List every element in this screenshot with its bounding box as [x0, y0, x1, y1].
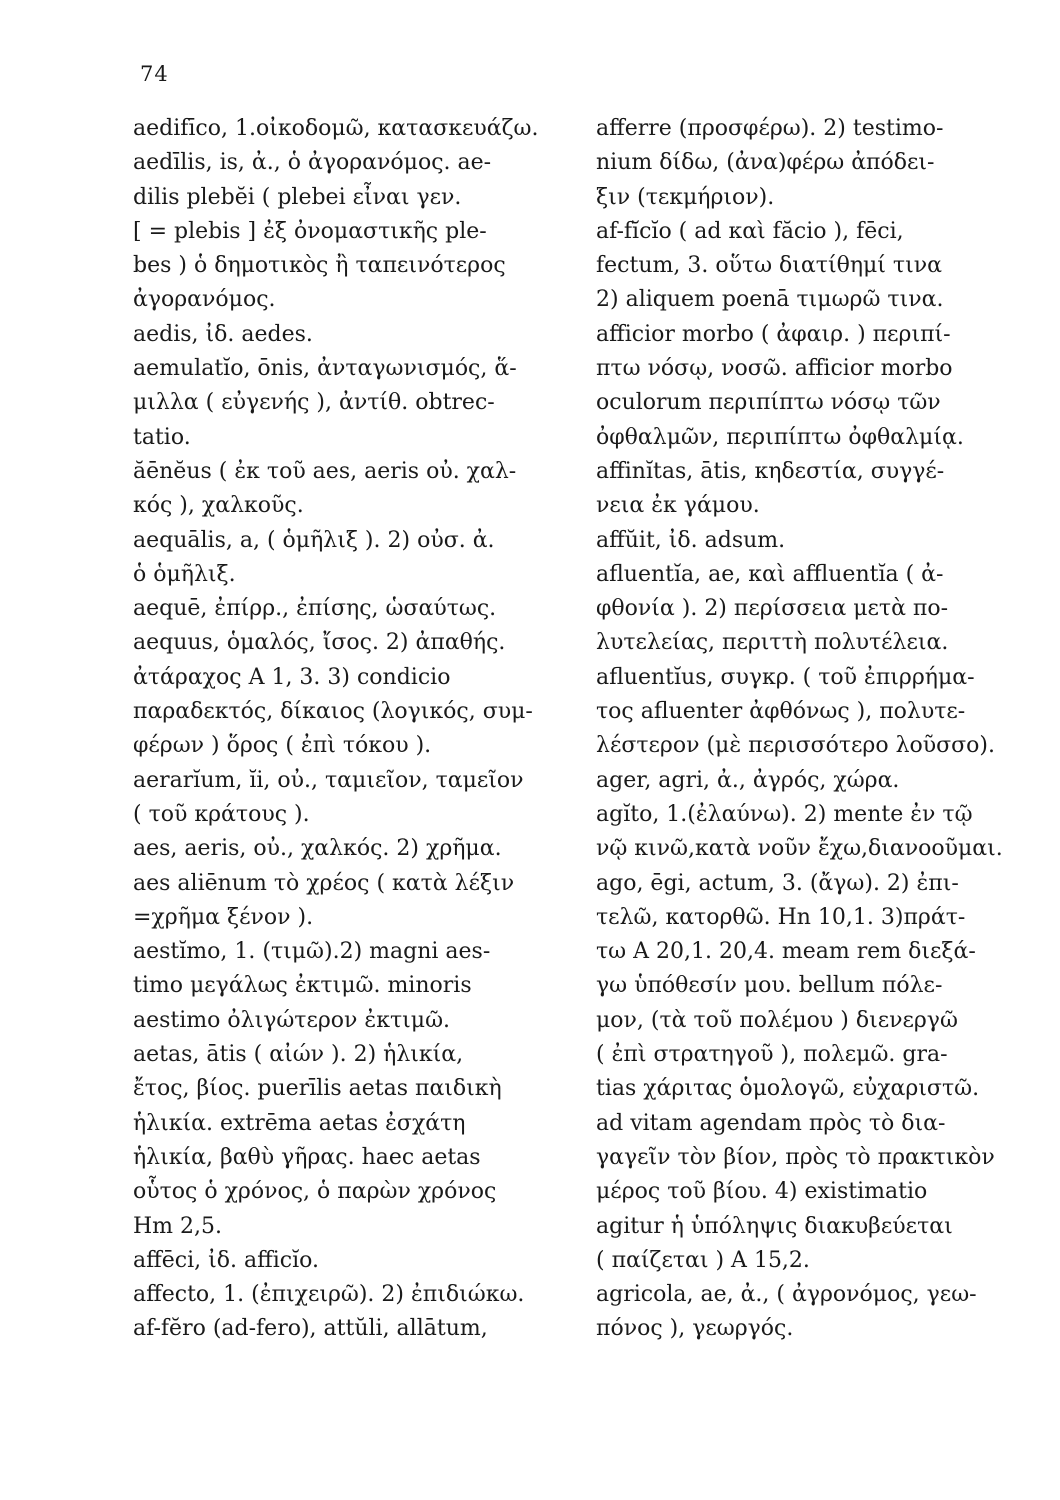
left-line: παραδεκτός, δίκαιος (λογικός, συμ- — [133, 699, 533, 725]
right-line: νῷ κινῶ,κατὰ νοῦν ἔχω,διανοοῦμαι. — [596, 836, 1003, 862]
left-line: ἀγορανόμος. — [133, 287, 276, 313]
right-line: agricola, ae, ἀ., ( ἀγρονόμος, γεω- — [596, 1282, 977, 1308]
right-line: affinĭtas, ātis, κηδεστία, συγγέ- — [596, 458, 945, 484]
right-line: afferre (προσφέρω). 2) testimo- — [596, 116, 944, 141]
left-line: af-fĕro (ad-fero), attŭli, allātum, — [133, 1316, 488, 1342]
right-line: afluentĭa, ae, καὶ affluentĭa ( ἀ- — [596, 561, 944, 587]
left-line: ὁ ὁμῆλιξ. — [133, 561, 236, 587]
right-line: λυτελείας, περιττὴ πολυτέλεια. — [596, 630, 949, 656]
page-number: 74 — [140, 62, 169, 86]
left-line: aequus, ὁμαλός, ἴσος. 2) ἀπαθής. — [133, 630, 506, 656]
right-line: agitur ἡ ὑπόληψις διακυβεύεται — [596, 1213, 953, 1239]
left-line: affēci, ἰδ. afficĭo. — [133, 1247, 319, 1273]
right-line: oculorum περιπίπτω νόσῳ τῶν — [596, 390, 941, 416]
left-line: ăēnĕus ( ἐκ τοῦ aes, aeris οὐ. χαλ- — [133, 458, 517, 484]
right-line: agĭto, 1.(ἐλαύνω). 2) mente ἐν τῷ — [596, 801, 973, 827]
left-line: aedis, ἰδ. aedes. — [133, 321, 313, 347]
right-line: af-fĭcĭo ( ad καὶ făcio ), fēci, — [596, 218, 904, 244]
left-line: μιλλα ( εὐγενής ), ἀντίθ. obtrec- — [133, 390, 495, 416]
left-line: tatio. — [133, 424, 191, 450]
right-line: φθονία ). 2) περίσσεια μετὰ πο- — [596, 596, 949, 622]
right-line: ξιν (τεκμήριον). — [596, 184, 775, 210]
right-line: fectum, 3. οὕτω διατίθημί τινα — [596, 253, 942, 279]
right-line: ὀφθαλμῶν, περιπίπτω ὀφθαλμίᾳ. — [596, 424, 964, 450]
right-line: μέρος τοῦ βίου. 4) existimatio — [596, 1179, 928, 1205]
left-line: aequālis, a, ( ὁμῆλιξ ). 2) οὐσ. ἀ. — [133, 527, 495, 553]
right-line: ago, ēgi, actum, 3. (ἄγω). 2) ἐπι- — [596, 870, 959, 896]
right-line: ( παίζεται ) A 15,2. — [596, 1247, 810, 1273]
left-line: bes ) ὁ δημοτικὸς ἢ ταπεινότερος — [133, 253, 506, 279]
left-line: aemulatĭo, ōnis, ἀνταγωνισμός, ἅ- — [133, 356, 517, 382]
left-line: aequē, ἐπίρρ., ἐπίσης, ὡσαύτως. — [133, 596, 497, 622]
right-line: afficior morbo ( ἀφαιρ. ) περιπί- — [596, 321, 951, 347]
right-line: γαγεῖν τὸν βίον, πρὸς τὸ πρακτικὸν — [596, 1144, 995, 1170]
right-line: μον, (τὰ τοῦ πολέμου ) διενεργῶ — [596, 1007, 958, 1033]
left-line: ἡλικία, βαθὺ γῆρας. haec aetas — [133, 1144, 481, 1170]
left-line: aestimo ὀλιγώτερον ἐκτιμῶ. — [133, 1007, 451, 1033]
right-line: tias χάριτας ὁμολογῶ, εὐχαριστῶ. — [596, 1076, 980, 1102]
left-line: aedifīco, 1.οἰκοδομῶ, κατασκευάζω. — [133, 116, 539, 141]
left-line: aerarĭum, ĭi, οὐ., ταμιεῖον, ταμεῖον — [133, 767, 524, 793]
right-line: λέστερον (μὲ περισσότερο λοῦσσο). — [596, 733, 996, 759]
left-line: φέρων ) ὅρος ( ἐπὶ τόκου ). — [133, 733, 432, 759]
left-line: κός ), χαλκοῦς. — [133, 493, 304, 519]
right-line: ager, agri, ἀ., ἀγρός, χώρα. — [596, 767, 900, 793]
right-line: ( ἐπὶ στρατηγοῦ ), πολεμῶ. gra- — [596, 1042, 948, 1068]
right-line: afluentĭus, συγκρ. ( τοῦ ἐπιρρήμα- — [596, 664, 975, 690]
left-line: ἔτος, βίος. puerīlis aetas παιδικὴ — [133, 1076, 502, 1102]
left-line: aestĭmo, 1. (τιμῶ).2) magni aes- — [133, 939, 491, 965]
left-line: aedīlis, is, ἀ., ὁ ἀγορανόμος. ae- — [133, 150, 492, 176]
left-line: ἡλικία. extrēma aetas ἐσχάτη — [133, 1110, 466, 1136]
left-line: aes aliēnum τὸ χρέος ( κατὰ λέξιν — [133, 870, 515, 896]
left-line: Hm 2,5. — [133, 1213, 223, 1239]
right-line: 2) aliquem poenā τιμωρῶ τινα. — [596, 287, 944, 313]
right-line: γω ὑπόθεσίν μου. bellum πόλε- — [596, 973, 943, 999]
right-line: affŭit, ἰδ. adsum. — [596, 527, 786, 553]
left-line: aetas, ātis ( αἰών ). 2) ἡλικία, — [133, 1042, 464, 1068]
right-line: ad vitam agendam πρὸς τὸ δια- — [596, 1110, 946, 1136]
left-line: timo μεγάλως ἐκτιμῶ. minoris — [133, 973, 472, 999]
left-line: aes, aeris, οὐ., χαλκός. 2) χρῆμα. — [133, 836, 502, 862]
left-line: οὗτος ὁ χρόνος, ὁ παρὼν χρόνος — [133, 1179, 497, 1205]
right-line: πόνος ), γεωργός. — [596, 1316, 794, 1342]
left-line: =χρῆμα ξένον ). — [133, 904, 314, 930]
right-line: τελῶ, κατορθῶ. Hn 10,1. 3)πράτ- — [596, 904, 966, 930]
left-column — [133, 112, 573, 1347]
right-line: πτω νόσῳ, νοσῶ. afficior morbo — [596, 356, 953, 382]
left-line: ( τοῦ κράτους ). — [133, 801, 310, 827]
right-column — [596, 112, 1028, 1347]
left-line: affecto, 1. (ἐπιχειρῶ). 2) ἐπιδιώκω. — [133, 1282, 525, 1308]
left-line: [ = plebis ] ἐξ ὀνομαστικῆς ple- — [133, 218, 487, 244]
right-line: nium δίδω, (ἀνα)φέρω ἀπόδει- — [596, 150, 935, 176]
right-line: τω A 20,1. 20,4. meam rem διεξά- — [596, 939, 976, 965]
right-line: νεια ἐκ γάμου. — [596, 493, 760, 519]
left-line: dilis plebĕi ( plebei εἶναι γεν. — [133, 184, 462, 210]
left-line: ἀτάραχος A 1, 3. 3) condicio — [133, 664, 451, 690]
right-line: τος afluenter ἀφθόνως ), πολυτε- — [596, 699, 966, 725]
